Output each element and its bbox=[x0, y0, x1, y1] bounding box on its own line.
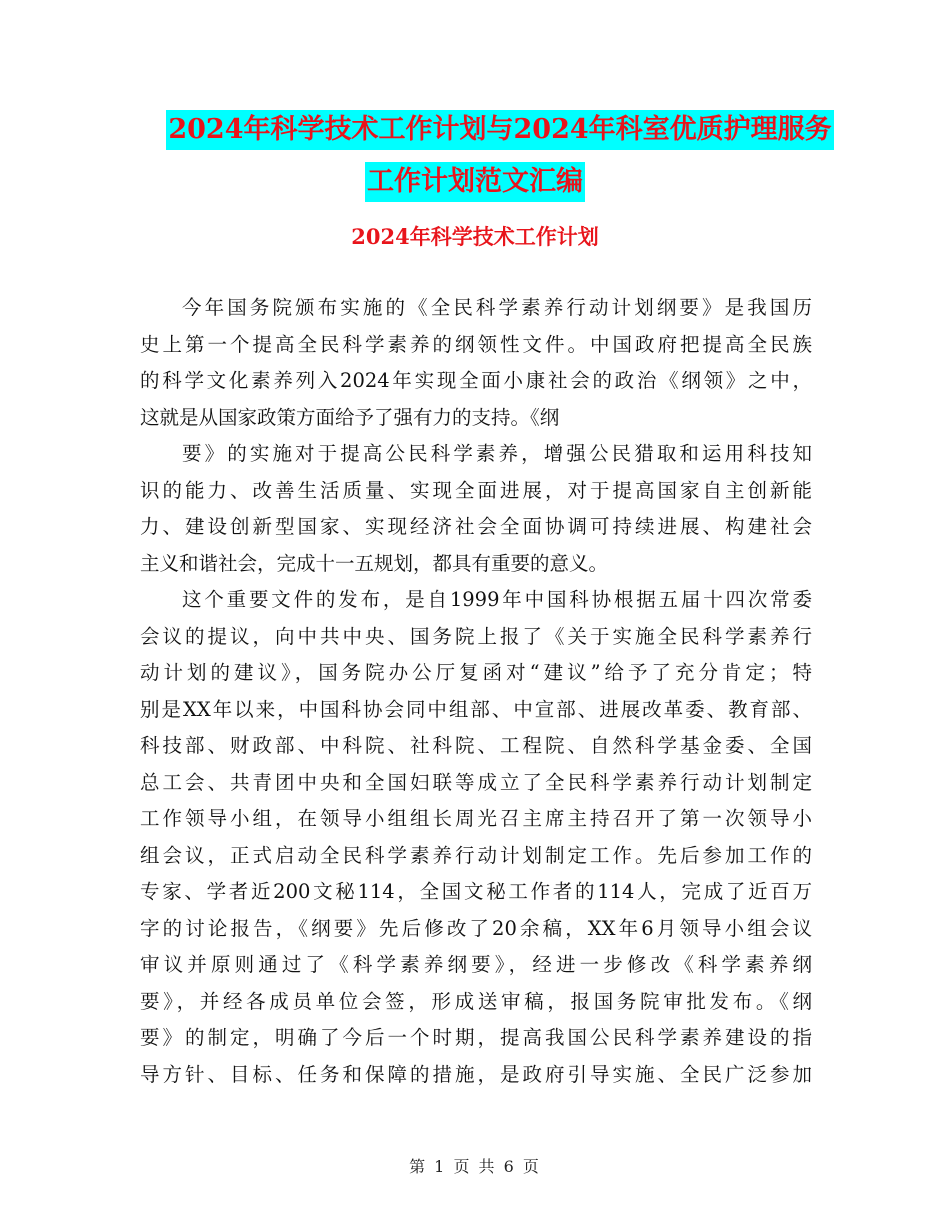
paragraph-line: 动计划的建议》，国务院办公厅复函对“建议”给予了充分肯定；特 bbox=[140, 661, 812, 684]
paragraph-line: 力、建设创新型国家、实现经济社会全面协调可持续进展、构建社会 bbox=[140, 515, 812, 538]
document-title bbox=[0, 110, 950, 202]
paragraph-line: 工作领导小组，在领导小组组长周光召主席主持召开了第一次领导小 bbox=[140, 807, 812, 830]
section-title: 2024年科学技术工作计划 bbox=[351, 224, 599, 249]
paragraph-line: 审议并原则通过了《科学素养纲要》，经进一步修改《科学素养纲 bbox=[140, 953, 812, 976]
paragraph-line: 别是XX年以来，中国科协会同中组部、中宣部、进展改革委、教育部、 bbox=[140, 697, 812, 721]
page-number: 第 1 页 共 6 页 bbox=[409, 1157, 541, 1176]
paragraph-line: 专家、学者近200文秘114，全国文秘工作者的114人，完成了近百万 bbox=[140, 880, 812, 903]
paragraph-line: 的科学文化素养列入2024年实现全面小康社会的政治《纲领》之中， bbox=[140, 369, 812, 392]
paragraph-line: 会议的提议，向中共中央、国务院上报了《关于实施全民科学素养行 bbox=[140, 624, 812, 648]
paragraph-line: 要》，并经各成员单位会签，形成送审稿，报国务院审批发布。《纲 bbox=[140, 989, 812, 1013]
document-title-line-1: 2024年科学技术工作计划与2024年科室优质护理服务 bbox=[166, 110, 833, 150]
paragraph-line: 史上第一个提高全民科学素养的纲领性文件。中国政府把提高全民族 bbox=[140, 332, 812, 356]
document-title-line-2: 工作计划范文汇编 bbox=[365, 162, 585, 202]
paragraph-line: 这个重要文件的发布，是自1999年中国科协根据五届十四次常委 bbox=[182, 588, 812, 611]
paragraph-line: 识的能力、改善生活质量、实现全面进展，对于提高国家自主创新能 bbox=[140, 478, 812, 502]
paragraph-line: 今年国务院颁布实施的《全民科学素养行动计划纲要》是我国历 bbox=[182, 296, 812, 319]
paragraph-line: 总工会、共青团中央和全国妇联等成立了全民科学素养行动计划制定 bbox=[140, 770, 812, 794]
paragraph-line: 组会议，正式启动全民科学素养行动计划制定工作。先后参加工作的 bbox=[140, 843, 812, 867]
paragraph-line: 这就是从国家政策方面给予了强有力的支持。《纲 bbox=[140, 405, 560, 429]
paragraph-line: 字的讨论报告，《纲要》先后修改了20余稿，XX年6月领导小组会议 bbox=[140, 916, 812, 940]
paragraph-line: 要》的实施对于提高公民科学素养，增强公民猎取和运用科技知 bbox=[182, 442, 812, 465]
paragraph-line: 主义和谐社会，完成十一五规划，都具有重要的意义。 bbox=[140, 551, 609, 575]
body-text bbox=[140, 290, 812, 1093]
paragraph-line: 要》的制定，明确了今后一个时期，提高我国公民科学素养建设的指 bbox=[140, 1026, 812, 1049]
paragraph-line: 科技部、财政部、中科院、社科院、工程院、自然科学基金委、全国 bbox=[140, 734, 812, 757]
paragraph-line: 导方针、目标、任务和保障的措施，是政府引导实施、全民广泛参加 bbox=[140, 1062, 812, 1086]
